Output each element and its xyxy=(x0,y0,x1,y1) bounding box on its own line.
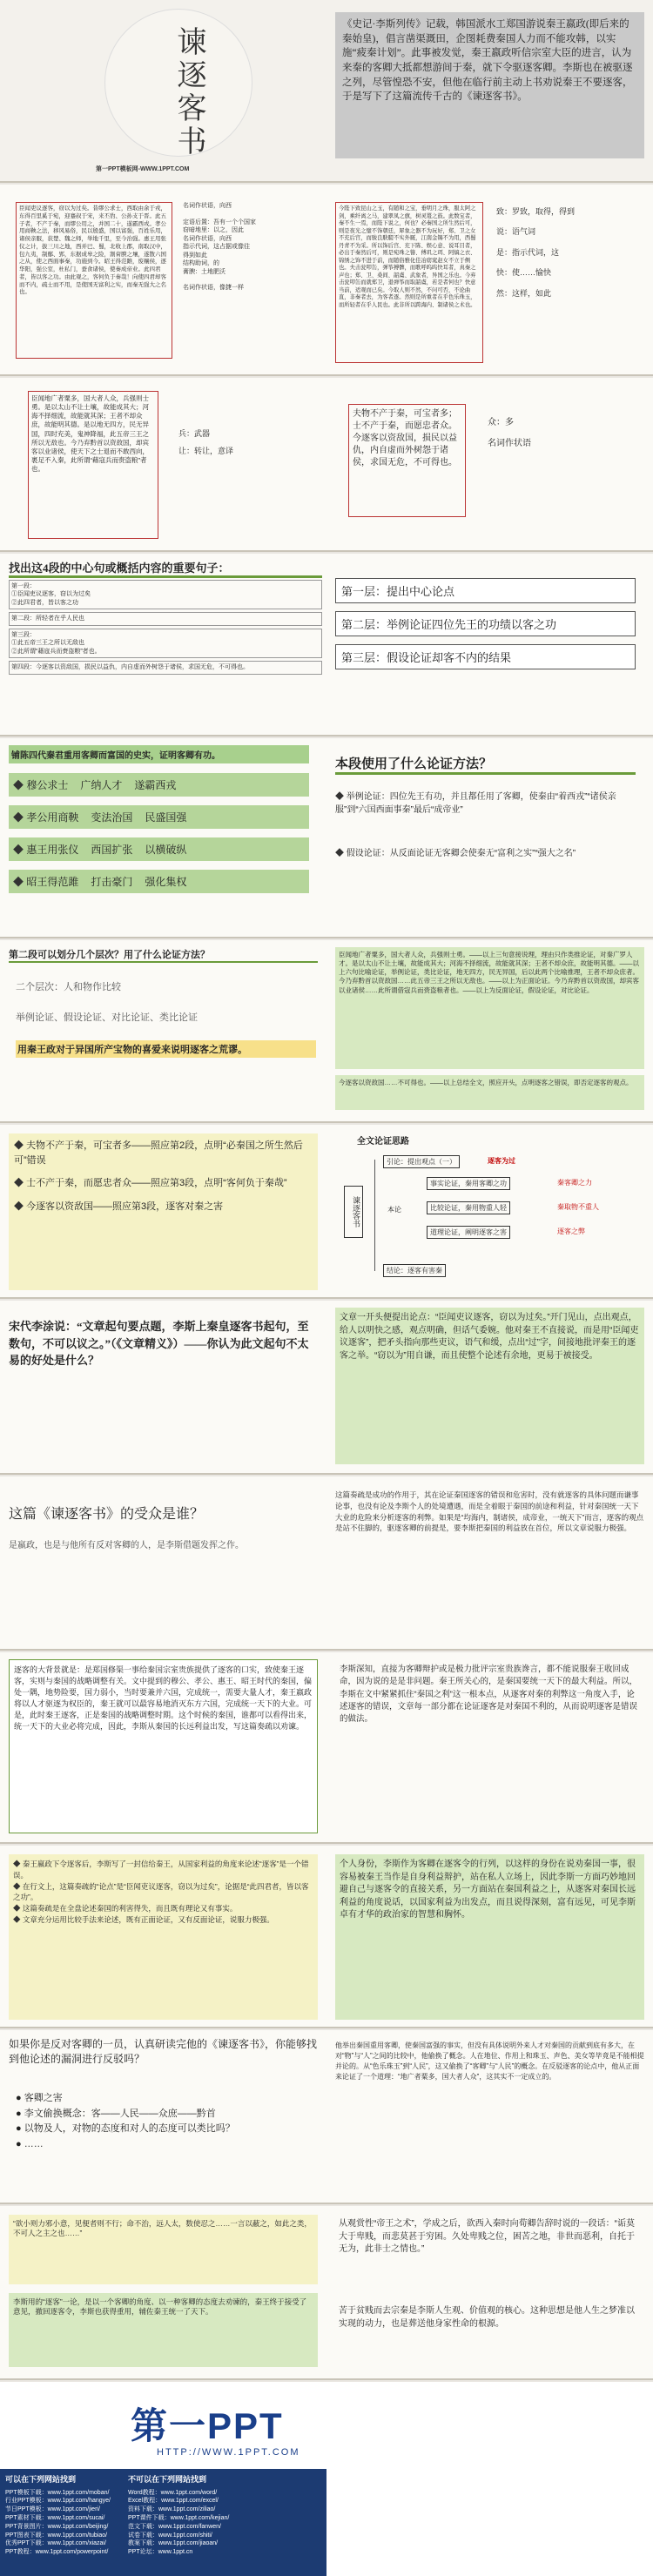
audience-answer: 是嬴政，也是与他所有反对客卿的人，是李斯借题发挥之作。 xyxy=(9,1541,244,1550)
king-1-name: ◆ 孝公用商鞅 xyxy=(13,810,78,824)
analysis-item-1: ◆ 在行文上，这篇奏疏的“论点”是“臣闻吏议逐客，窃以为过矣”，论据是“此四君者，皆以客之功”。 xyxy=(13,1881,313,1904)
central-item-4: 第三段： xyxy=(11,631,36,638)
footer-right-6[interactable]: 教案下载：www.1ppt.com/jiaoan/ xyxy=(128,2540,219,2547)
background-right: 李斯深知，直接为客卿辩护或是极力批评宗室贵族谗言，都不能说服秦王收回成命，因为说的是是非问题。秦王所关心的，是秦国要统一天下的最大利益。所以，李斯在文中紧紧抓住“秦国之利”这一根本点，从逐客对秦的利弊这一角度入手，论述逐客的错误，文章每一部分都在论证逐客是对秦国不利的，从而说明逐客是错误的做法。 xyxy=(340,1665,638,1724)
structure-conclusion: 结论：逐客有害秦 xyxy=(383,1264,446,1277)
king-2-mid: 西国扩张 xyxy=(91,844,133,856)
para4-text: 夫物不产于秦，可宝者多；士不产于秦，而愿忠者众。今逐客以资敌国，损民以益仇，内自虚而外树怨于诸侯，求国无危，不可得也。 xyxy=(348,404,466,517)
structure-tag-0: 秦客卿之力 xyxy=(557,1179,592,1187)
slide-rebuttal xyxy=(0,2030,653,2204)
echo-item-1: ◆ 士不产于秦，而愿忠者众——照应第3段，点明“客何负于秦哉” xyxy=(14,1176,313,1191)
king-row-0 xyxy=(9,773,309,797)
p4-note-1: 名词作状语 xyxy=(488,439,531,448)
method-answer-2: ◆ 假设论证：从反面论证无客卿会使秦无“富利之实”“强大之名” xyxy=(335,847,636,860)
right-note-0: 致：罗致，取得，得到 xyxy=(496,207,576,216)
layers-right-text: 臣闻地广者粟多，国大者人众，兵强则士勇。——以上三句意接说理，理由只作类推论证，对秦广罗人才。是以太山不让土壤，故能成其大；河海不择细流，故能就其深；王者不却众庶，故能明其德。——以上六句比喻论证，举例论证，类比论证，地无四方，民无异国，后以此两个比喻推理，王者不却众庶者。今乃弃黔首以资敌国……此五帝三王之所以无敌也。——以上为正面论证。今乃弃黔首以资敌国，却宾客以业诸侯……此所谓借寇兵而赍盗粮者也。——以上为反面论证，假设论证，对比论证。 xyxy=(335,947,644,1069)
note-5: 得到如此 xyxy=(183,252,207,259)
footer-left-2[interactable]: 节日PPT模板：www.1ppt.com/jieri/ xyxy=(5,2506,100,2513)
rebuttal-item-1: ● 李文偷换概念：客——人民——众庶——黔首 xyxy=(16,2108,216,2119)
p4-note-0: 众：多 xyxy=(488,418,514,427)
analysis-item-3: ◆ 文章充分运用比较手法来论述，既有正面论证，又有反面论证，说服力极强。 xyxy=(13,1914,313,1926)
footer-url: HTTP://WWW.1PPT.COM xyxy=(157,2447,300,2458)
slide-analysis xyxy=(0,1846,653,2028)
rebuttal-item-0: ● 客卿之害 xyxy=(16,2093,63,2103)
structure-claim: 逐客为过 xyxy=(488,1157,515,1165)
king-row-2 xyxy=(9,837,309,861)
footer-left-0[interactable]: PPT模板下载：www.1ppt.com/moban/ xyxy=(5,2489,110,2496)
structure-tag-2: 逐客之弊 xyxy=(557,1227,585,1235)
footer xyxy=(0,2382,653,2576)
slide-background xyxy=(0,1652,653,1844)
king-row-1 xyxy=(9,805,309,829)
slide-para1 xyxy=(0,185,653,376)
footer-right-1[interactable]: Excel教程：www.1ppt.com/excel/ xyxy=(128,2498,219,2505)
para2-text: 今陛下致昆山之玉，有随和之宝，垂明月之珠，服太阿之剑，乘纤离之马，建翠凤之旗，树灵鼍之鼓。此数宝者，秦不生一焉，而陛下说之，何也？必秦国之所生然后可，则是夜光之璧不饰朝廷，犀象之器不为玩好，郑、卫之女不充后宫，而骏良駃騠不实外厩，江南金锡不为用，西蜀丹青不为采。所以饰后宫、充下陈、娱心意、说耳目者，必出于秦然后可，则是宛珠之簪、傅玑之珥、阿缟之衣、锦绣之饰不进于前，而随俗雅化佳冶窈窕赵女不立于侧也。夫击瓮叩缶，弹筝搏髀，而歌呼呜呜快耳者，真秦之声也；郑、卫、桑间、韶虞、武象者，异国之乐也。今弃击瓮叩缶而就郑卫，退弹筝而取韶虞，若是者何也？快意当前，适观而已矣。今取人则不然，不问可否，不论曲直，非秦者去，为客者逐。然则是所重者在乎色乐珠玉，而所轻者在乎人民也。此非所以跨海内、制诸侯之术也。 xyxy=(335,202,483,363)
note-6: 结构助词，的 xyxy=(183,260,219,267)
king-3-result: 强化集权 xyxy=(145,876,187,888)
opening-answer: 文章一开头便提出论点：“臣闻吏议逐客，窃以为过矣。”开门见山，点出观点，给人以明快之感，观点明确，但话气委婉。他对秦王不直接说，而是用“臣闻吏议逐客”，把矛头指向那些吏议，语气和缓，点出“过”字，间接地批评秦王的逐客之举。“窃以为”用自谦，而且使整个论述有余地，更易于被接受。 xyxy=(335,1308,644,1464)
footer-right-2[interactable]: 资料下载：www.1ppt.com/ziliao/ xyxy=(128,2506,216,2513)
para2-notes xyxy=(496,202,644,304)
footer-right-5[interactable]: 试卷下载：www.1ppt.com/shiti/ xyxy=(128,2532,212,2539)
analysis-item-0: ◆ 秦王嬴政下令逐客后，李斯写了一封信给秦王，从国家利益的角度来论述“逐客”是一个错误。 xyxy=(13,1859,313,1881)
king-1-result: 民盛国强 xyxy=(145,811,187,824)
rebuttal-item-2-text: 以物及人，对物的态度和对人的态度可以类比吗？ xyxy=(24,2123,235,2135)
slide-para3 xyxy=(0,378,653,552)
intro-text: 《史记·李斯列传》记载，韩国派水工郑国游说秦王嬴政(即后来的秦始皇)，倡言凿渠溉田，企图耗费秦国人力而不能攻韩，以实施“疲秦计划”。此事被发觉，秦王嬴政听信宗室大臣的进言，认为来秦的客卿大抵都想游间于秦，就下令驱逐客卿。李斯也在被驱逐之列，尽管惶恐不安，但他在临行前主动上书劝说秦王不要逐客，于是写下了这篇流传千古的《谏逐客书》。 xyxy=(335,12,644,158)
background-left: 逐客的大背景就是：是郑国修渠一事给秦国宗室贵族提供了逐客的口实，致使秦王逐客，实则与秦国的战略调整有关。文中提到的穆公、孝公、惠王、昭王时代的秦国，偏处一隅，地势险要，国力弱小，当时要兼并六国，完成统一，需要大量人才，秦王嬴政将以人才驱逐为权臣的，秦王就可以最容易地消灭东方六国，完成统一天下的大业。可是，此时秦王逐客，正是秦国的战略调整时期。这个时候的秦国，谁都可以看得出来，统一天下的大业必将完成，因此，李斯从秦国的长远利益出发，写这篇奏疏以劝谏。 xyxy=(9,1659,318,1833)
note-0: 名词作状语，向西 xyxy=(183,203,232,209)
site-label: 第一PPT模板网-WWW.1PPT.COM xyxy=(96,166,190,172)
para1-notes xyxy=(183,202,305,293)
structure-sub-0: 事实论证，秦用客卿之功 xyxy=(427,1177,510,1190)
left-note-0: 兵：武器 xyxy=(178,429,211,438)
rebuttal-item-3-text: …… xyxy=(24,2138,44,2149)
opening-question: 宋代李涂说：“文章起句要点题，李斯上秦皇逐客书起句，至数句，不可以议之。”（《文章精义》）——你认为此文起句不太易的好处是什么？ xyxy=(9,1320,309,1367)
method-answer-1: ◆ 举例论证：四位先王有功，并且都任用了客卿，使秦由“着西戎”“诸侯亲服”到“六国西面事秦”最后“成帝业” xyxy=(335,790,636,817)
right-note-2: 是：指示代词，这 xyxy=(496,247,560,257)
footer-left-title: 可以在下列网站找到 xyxy=(5,2475,77,2484)
structure-intro: 引论：提出观点（一） xyxy=(383,1155,460,1168)
echo-item-0: ◆ 夫物不产于秦，可宝者多——照应第2段，点明“必秦国之所生然后可”错误 xyxy=(14,1139,313,1167)
audience-question: 这篇《谏逐客书》的受众是谁？ xyxy=(9,1507,205,1522)
king-1-mid: 变法治国 xyxy=(91,811,133,824)
central-item-1: ①臣闻吏议逐客，窃以为过矣 xyxy=(11,591,91,598)
kings-heading: 铺陈四代秦君重用客卿而富国的史实，证明客卿有功。 xyxy=(9,745,309,763)
slide-title-text: 谏逐客书 xyxy=(172,26,205,158)
footer-right-7[interactable]: PPT论坛：www.1ppt.cn xyxy=(128,2549,193,2556)
king-3-mid: 打击豪门 xyxy=(91,876,133,888)
footer-left-6[interactable]: 优秀PPT下载：www.1ppt.com/xiazai/ xyxy=(5,2540,106,2547)
king-0-name: ◆ 穆公求士 xyxy=(13,777,68,792)
slide-audience xyxy=(0,1476,653,1651)
para4-notes xyxy=(488,413,636,454)
rebuttal-item-0-text: 客卿之害 xyxy=(24,2093,63,2103)
footer-logo: 第一PPT xyxy=(131,2405,284,2446)
layer-1: 第一层：提出中心论点 xyxy=(335,578,636,603)
king-3-name: ◆ 昭王得范雎 xyxy=(13,874,78,889)
structure-chart-title: 全文论证思路 xyxy=(357,1137,409,1147)
right-note-3: 快：使……愉快 xyxy=(496,268,552,278)
layers-a2: 举例论证、假设论证、对比论证、类比论证 xyxy=(16,1012,198,1023)
note-1: 定语后置：吾有一个个国家 xyxy=(183,219,256,225)
structure-tag-1: 秦取物不重人 xyxy=(557,1203,599,1211)
slide-title xyxy=(0,0,653,183)
king-row-3 xyxy=(9,870,309,893)
slide-lisi xyxy=(0,2206,653,2380)
right-note-4: 然：这样，如此 xyxy=(496,288,552,298)
layers-question: 第二段可以划分几个层次？用了什么论证方法？ xyxy=(9,947,318,963)
footer-left-5[interactable]: PPT图表下载：www.1ppt.com/tubiao/ xyxy=(5,2532,108,2539)
central-item-2: ②此四君者，皆以客之功 xyxy=(11,599,78,606)
footer-right-0[interactable]: Word教程：www.1ppt.com/word/ xyxy=(128,2489,218,2496)
lisi-quote: “欲小则力邪小意，见便者则不行；命不治，远人太，数使忍之……一言以蔽之，如此之类，不可人之主之也……” xyxy=(9,2215,318,2284)
rebuttal-question: 如果你是反对客卿的一员，认真研读完他的《谏逐客书》，你能够找到他论述的漏洞进行反驳吗？ xyxy=(9,2038,318,2065)
structure-sub-1: 比较论证，秦用物重人轻 xyxy=(427,1201,510,1214)
left-note-1: 让：转让，意译 xyxy=(178,446,234,455)
structure-connector xyxy=(374,1160,375,1271)
analysis-left xyxy=(9,1854,318,2020)
rebuttal-item-3: ● …… xyxy=(16,2138,44,2149)
footer-left-1[interactable]: 行业PPT模板：www.1ppt.com/hangye/ xyxy=(5,2498,111,2505)
rebuttal-list xyxy=(16,2091,316,2152)
para3-notes xyxy=(178,426,309,461)
lisi-right-2: 苦于贫贱而去宗秦是李斯人生观、价值观的核心。这种思想是他人生之梦准以实现的动力，也是葬送他身家性命的根源。 xyxy=(339,2306,635,2329)
note-3: 名词作状语，向西 xyxy=(183,235,232,242)
central-item-0: 第一段： xyxy=(11,583,36,589)
central-list xyxy=(9,580,322,675)
king-2-name: ◆ 惠王用张仪 xyxy=(13,842,78,857)
footer-left-3[interactable]: PPT素材下载：www.1ppt.com/sucai/ xyxy=(5,2514,105,2521)
central-item-6: ②此所谓“藉寇兵而赍盗粮”者也。 xyxy=(11,648,101,655)
kings-table xyxy=(9,773,309,893)
slide-structure xyxy=(0,1125,653,1299)
audience-detail: 这篇奏疏是成功的作用于，其在论证秦国逐客的错误和危害时，没有就逐客的具体问题而谦事论事，也没有论及李斯个人的处境遭遇，而是全着眼于秦国的前途和利益，针对秦国统一天下大业的危险来分析逐客的利弊。如果是“均海内，制诸侯，成帝业，一统天下”而言，逐客的观点是站不住脚的，驱逐客卿的前提是，要李斯把秦国的利益放在首位，所以文章说服力极强。 xyxy=(335,1490,644,1533)
layer-2: 第二层：举例论证四位先王的功绩以客之功 xyxy=(335,611,636,636)
echo-list xyxy=(9,1133,318,1290)
structure-sub-2: 道理论证，阐明逐客之害 xyxy=(427,1226,510,1239)
note-4: 指示代词，这占据或像往 xyxy=(183,244,250,251)
lisi-note: 李斯用的“逐客”一论，是以一个客卿的角度、以一种客卿的态度去劝谏的，秦王终于接受了意见，撤回逐客令，李斯也获得重用，辅佐秦王统一了天下。 xyxy=(9,2293,318,2367)
layers-right-text-2: 今逐客以资敌国……不可得也。——以上总结全文，照应开头，点明逐客之错误，即否定逐客的观点。 xyxy=(335,1075,644,1110)
note-7: 膏腴：土地肥沃 xyxy=(183,268,226,275)
footer-right-title: 不可以在下列网站找到 xyxy=(128,2475,207,2484)
para1-text: 臣闻吏议逐客，窃以为过矣。昔缪公求士，西取由余于戎，东得百里奚于宛，迎蹇叔于宋，来丕豹、公孙支于晋。此五子者，不产于秦，而缪公用之，并国二十，遂霸西戎。孝公用商鞅之法，移风易俗，民以殷盛，国以富强，百姓乐用，诸侯亲服，获楚、魏之师，举地千里，至今治强。惠王用张仪之计，拔三川之地，西并巴、蜀，北收上郡，南取汉中，包九夷，制鄢、郢，东据成皋之险，割膏腴之壤，遂散六国之从，使之西面事秦，功施到今。昭王得范雎，废穰侯，逐华阳，强公室，杜私门，蚕食诸侯，使秦成帝业。此四君者，皆以客之功。由此观之，客何负于秦哉！向使四君却客而不内，疏士而不用，是使国无富利之实，而秦无强大之名也。 xyxy=(16,202,172,359)
slide-layers xyxy=(0,940,653,1123)
king-0-result: 遂霸西戎 xyxy=(134,779,177,791)
note-8: 名词作状语，像捷一样 xyxy=(183,285,244,292)
layer-3: 第三层：假设论证却客不内的结果 xyxy=(335,644,636,669)
central-item-3: 第二段：所轻者在乎人民也 xyxy=(9,612,322,625)
rebuttal-item-1-text: 李文偷换概念：客——人民——众庶——黔首 xyxy=(24,2108,216,2119)
central-item-5: ①此五帝三王之所以无敌也 xyxy=(11,640,84,647)
structure-body: 本论 xyxy=(387,1206,401,1214)
rebuttal-detail: 他举出秦国重用客卿，使秦国富强的事实，但没有具体说明外来人才对秦国的贡献到底有多大，在对“物”与“人”之间的比较中，他偷换了概念。人在地位、作用上和珠玉、声色、美女等毕竟是不能相提并论的。从“色乐珠玉”到“人民”，这又偷换了“客卿”与“人民”的概念。在反驳逐客的论点中，他从正面来论证了一个道理：“地广者粟多，国大者人众”，这其实不一定成立的。 xyxy=(335,2041,644,2081)
para3-text: 臣闻地广者粟多，国大者人众，兵强则士勇。是以太山不让土壤，故能成其大；河海不择细流，故能就其深；王者不却众庶，故能明其德。是以地无四方，民无异国，四时充美，鬼神降福，此五帝三王之所以无敌也。今乃弃黔首以资敌国，却宾客以业诸侯，使天下之士退而不敢西向，裹足不入秦，此所谓“藉寇兵而赍盗粮”者也。 xyxy=(28,391,158,539)
footer-right-3[interactable]: PPT课件下载：www.1ppt.com/kejian/ xyxy=(128,2514,230,2521)
analysis-item-2: ◆ 这篇奏疏是在全盘论述秦国的利害得失，而且既有理论又有事实。 xyxy=(13,1903,313,1914)
analysis-right: 个人身份，李斯作为客卿在逐客令的行列，以这样的身份在说劝秦国一事，很容易被秦王当作是自身利益辩护，站在私人立场上，因此李斯一方面巧妙地回避自己与逐客令的直接关系，另一方面站在秦国利益之上，从逐客对秦国长远利益的角度说话，以国家利益为出发点，而且说得深刻，富有远见，可见李斯卓有才华的政治家的智慧和胸怀。 xyxy=(335,1854,644,2020)
method-question: 本段使用了什么论证方法？ xyxy=(335,754,636,775)
slide-central xyxy=(0,554,653,736)
central-heading: 找出这4段的中心句或概括内容的重要句子： xyxy=(9,559,322,578)
footer-left-4[interactable]: PPT背景图片：www.1ppt.com/beijing/ xyxy=(5,2523,109,2530)
layers-a1: 二个层次：人和物作比较 xyxy=(16,982,121,992)
slide-kings xyxy=(0,738,653,938)
right-note-1: 说：语气词 xyxy=(496,227,536,237)
king-0-mid: 广纳人才 xyxy=(80,779,123,791)
central-item-7: 第四段：今逐客以资敌国，损民以益仇，内自虚而外树怨于诸侯，求国无危，不可得也。 xyxy=(9,661,322,674)
footer-panel xyxy=(0,2469,326,2576)
note-2: 窃暗地里：以之，因此 xyxy=(183,227,244,234)
king-2-result: 以横破纵 xyxy=(145,844,187,856)
rebuttal-item-2: ● 以物及人，对物的态度和对人的态度可以类比吗？ xyxy=(16,2123,235,2135)
layers-a3: 用秦王政对于异国所产宝物的喜爱来说明逐客之荒谬。 xyxy=(16,1040,316,1058)
echo-item-2: ◆ 今逐客以资敌国——照应第3段，逐客对秦之害 xyxy=(14,1200,313,1214)
footer-right-4[interactable]: 范文下载：www.1ppt.com/fanwen/ xyxy=(128,2523,221,2530)
slide-opening xyxy=(0,1301,653,1475)
footer-left-7[interactable]: PPT教程：www.1ppt.com/powerpoint/ xyxy=(5,2549,109,2556)
lisi-right: 从观赏性“帝王之术”，学成之后，欲西入秦时向荀卿告辞时说的一段话：“诟莫大于卑贱，而悲莫甚于穷困。久处卑贱之位，困苦之地，非世而恶利，自托于无为，此非士之情也。” xyxy=(339,2219,635,2254)
structure-root: 谏逐客书 xyxy=(344,1186,363,1238)
